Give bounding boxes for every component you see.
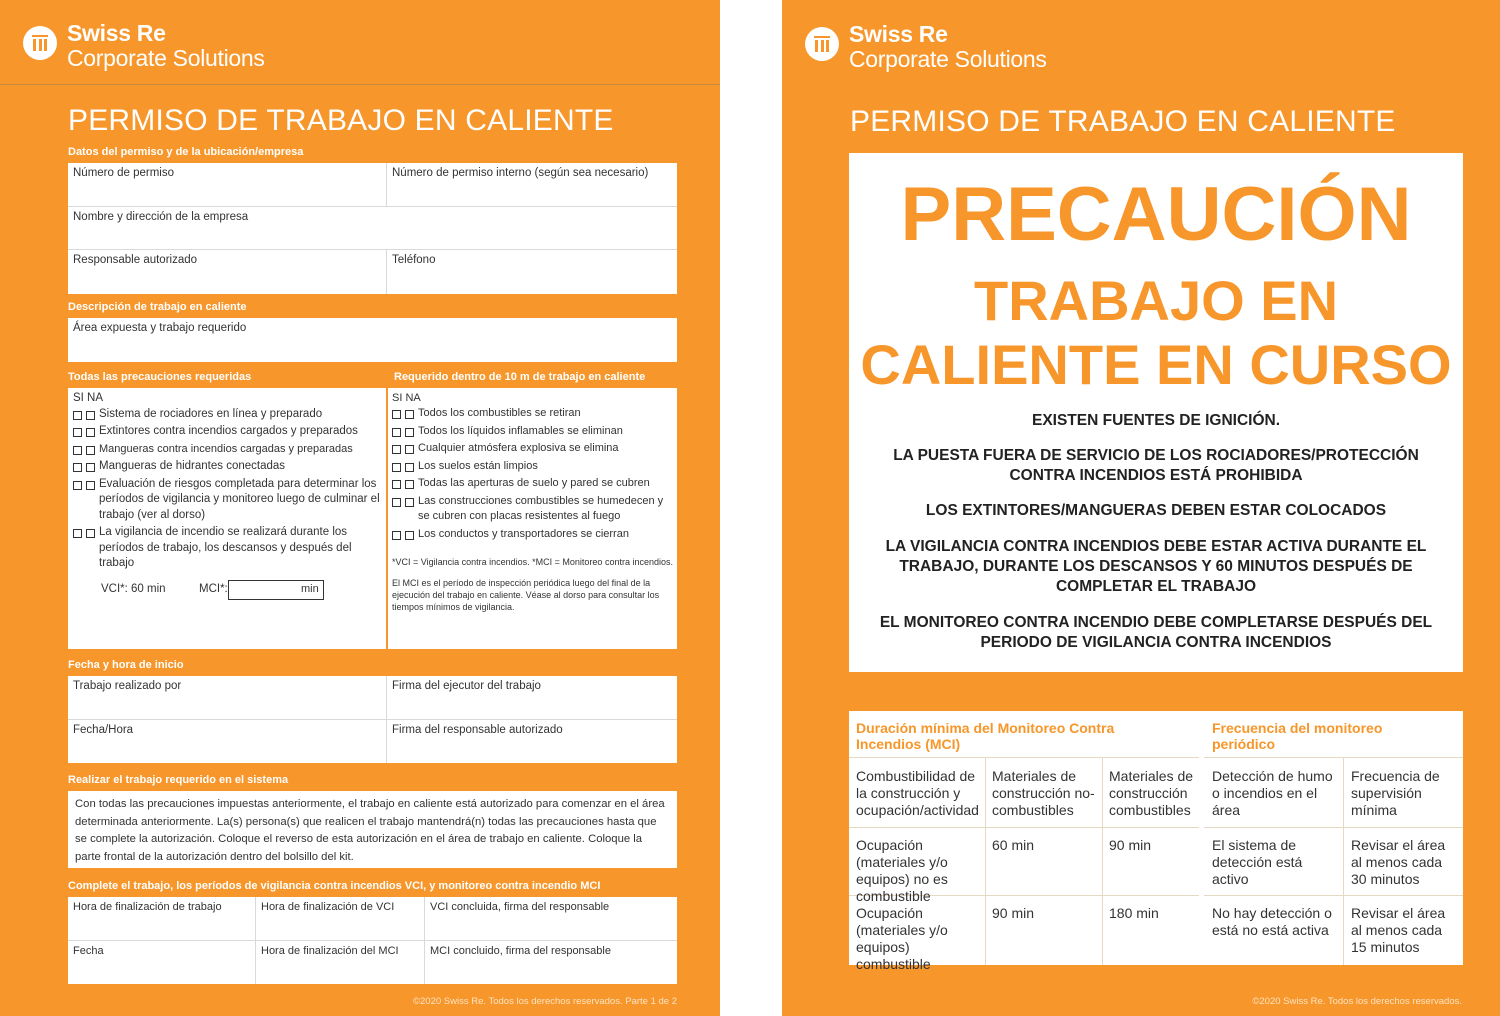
- copyright-footer: ©2020 Swiss Re. Todos los derechos reservados. Parte 1 de 2: [413, 996, 677, 1007]
- vci-label: VCI*: 60 min: [101, 582, 166, 595]
- caution-sign: [849, 153, 1463, 672]
- column-header: Combustibilidad de la construcción y ocupación/actividad: [856, 768, 979, 818]
- work-description-box: [68, 318, 677, 362]
- brand-subtitle: Corporate Solutions: [849, 46, 1047, 72]
- yes-checkbox[interactable]: [392, 498, 401, 507]
- caution-statement: LA VIGILANCIA CONTRA INCENDIOS DEBE ESTAR ACTIVA DURANTE EL TRABAJO, DURANTE LOS DESCANSOS Y 60 MINUTOS DESPUÉS DE COMPLETAR EL TRABAJO: [885, 538, 1427, 595]
- yes-checkbox[interactable]: [73, 411, 82, 420]
- precaution-item: La vigilancia de incendio se realizará durante los períodos de trabajo, los descansos y después del trabajo: [73, 528, 383, 572]
- precaution-item: Sistema de rociadores en línea y preparado: [73, 410, 383, 423]
- swiss-re-logo: [23, 22, 265, 70]
- table-group-header-mci: Duración mínima del Monitoreo Contra Incendios (MCI): [856, 720, 1115, 752]
- within-10m-box: [388, 388, 677, 649]
- na-checkbox[interactable]: [86, 463, 95, 472]
- date-field[interactable]: Fecha: [68, 941, 256, 984]
- executor-signature-field[interactable]: Firma del ejecutor del trabajo: [387, 676, 677, 720]
- swiss-re-logo-icon: [805, 27, 839, 61]
- na-checkbox[interactable]: [86, 529, 95, 538]
- caution-statement: LA PUESTA FUERA DE SERVICIO DE LOS ROCIADORES/PROTECCIÓN CONTRA INCENDIOS ESTÁ PROHIBIDA: [893, 447, 1419, 484]
- section-label-permit-data: Datos del permiso y de la ubicación/empresa: [68, 146, 304, 158]
- table-cell: El sistema de detección está activo: [1212, 837, 1303, 887]
- permit-page-front: [0, 0, 720, 1016]
- caution-statement: EXISTEN FUENTES DE IGNICIÓN.: [1031, 412, 1281, 429]
- internal-permit-number-field[interactable]: Número de permiso interno (según sea necesario): [387, 163, 677, 207]
- precaution-item: Extintores contra incendios cargados y preparados: [73, 427, 383, 440]
- vci-end-time-field[interactable]: Hora de finalización de VCI: [256, 897, 425, 941]
- na-checkbox[interactable]: [86, 481, 95, 490]
- permit-page-back: [782, 0, 1500, 1016]
- perform-work-box: [68, 791, 677, 868]
- abbreviation-note: *VCI = Vigilancia contra incendios. *MCI = Monitoreo contra incendios.: [392, 557, 673, 567]
- page-title: PERMISO DE TRABAJO EN CALIENTE: [68, 104, 614, 137]
- page-title: PERMISO DE TRABAJO EN CALIENTE: [850, 105, 1396, 138]
- table-cell: Ocupación (materiales y/o equipos) no es combustible: [856, 837, 948, 904]
- phone-field[interactable]: Teléfono: [392, 254, 436, 266]
- requirement-item: Todos los líquidos inflamables se eliminan: [392, 427, 674, 440]
- section-label-perform-work: Realizar el trabajo requerido en el sistema: [68, 774, 289, 786]
- swiss-re-logo: [805, 23, 1047, 71]
- yes-checkbox[interactable]: [73, 481, 82, 490]
- mci-unit: min: [301, 582, 319, 595]
- na-checkbox[interactable]: [86, 411, 95, 420]
- requirement-item: Los suelos están limpios: [392, 462, 674, 475]
- table-cell: Revisar el área al menos cada 30 minutos: [1351, 837, 1446, 887]
- yes-checkbox[interactable]: [392, 410, 401, 419]
- exposed-area-field[interactable]: Área expuesta y trabajo requerido: [73, 322, 247, 334]
- table-cell: No hay detección o está no está activa: [1212, 905, 1332, 938]
- na-checkbox[interactable]: [405, 498, 414, 507]
- table-cell: 180 min: [1109, 905, 1159, 921]
- caution-headline: PRECAUCIÓN: [900, 172, 1412, 257]
- yes-na-header: SI NA: [73, 392, 104, 404]
- yes-checkbox[interactable]: [73, 463, 82, 472]
- precaution-item: Mangueras contra incendios cargadas y preparadas: [73, 445, 383, 458]
- copyright-footer: ©2020 Swiss Re. Todos los derechos reservados.: [1252, 996, 1462, 1007]
- brand-name: Swiss Re: [849, 21, 948, 47]
- table-cell: 90 min: [1109, 837, 1152, 853]
- brand-name: Swiss Re: [67, 20, 166, 46]
- requirement-item: Las construcciones combustibles se humedecen y se cubren con placas resistentes al fuego: [392, 497, 674, 525]
- complete-work-box: [68, 897, 677, 984]
- table-cell: Ocupación (materiales y/o equipos) combustible: [856, 905, 948, 972]
- requirement-item: Los conductos y transportadores se cierran: [392, 530, 674, 543]
- table-cell: Revisar el área al menos cada 15 minutos: [1351, 905, 1446, 955]
- precaution-item: Mangueras de hidrantes conectadas: [73, 462, 383, 475]
- mci-duration-table: [849, 711, 1463, 972]
- column-header: Frecuencia de supervisión mínima: [1351, 768, 1440, 818]
- permit-data-box: [68, 163, 677, 294]
- na-checkbox[interactable]: [405, 480, 414, 489]
- company-name-address-field[interactable]: Nombre y dirección de la empresa: [68, 207, 677, 250]
- section-label-precautions: Todas las precauciones requeridas: [68, 371, 252, 383]
- column-header: Materiales de construcción combustibles: [1109, 768, 1194, 818]
- precautions-box: [68, 388, 386, 649]
- mci-signature-field[interactable]: MCI concluido, firma del responsable: [430, 945, 611, 957]
- manager-signature-field[interactable]: Firma del responsable autorizado: [392, 724, 563, 736]
- na-checkbox[interactable]: [405, 463, 414, 472]
- yes-checkbox[interactable]: [73, 529, 82, 538]
- mci-label: MCI*:: [199, 582, 228, 595]
- column-header: Detección de humo o incendios en el área: [1212, 768, 1333, 818]
- table-group-header-frequency: Frecuencia del monitoreo periódico: [1212, 720, 1383, 752]
- caution-subline-1: TRABAJO EN: [973, 269, 1339, 332]
- mci-definition-note: El MCI es el período de inspección periódica luego del final de la ejecución del trabajo en caliente. Véase al dorso para consultar los tiempos mínimos de vigilancia.: [392, 578, 660, 612]
- mci-end-time-field[interactable]: Hora de finalización del MCI: [256, 941, 425, 984]
- yes-checkbox[interactable]: [73, 428, 82, 437]
- section-label-work-description: Descripción de trabajo en caliente: [68, 301, 247, 313]
- yes-checkbox[interactable]: [392, 445, 401, 454]
- yes-checkbox[interactable]: [392, 480, 401, 489]
- yes-checkbox[interactable]: [392, 428, 401, 437]
- column-header: Materiales de construcción no-combustibles: [992, 768, 1095, 818]
- date-time-field[interactable]: Fecha/Hora: [68, 720, 387, 763]
- requirement-item: Todos los combustibles se retiran: [392, 409, 674, 422]
- na-checkbox[interactable]: [86, 446, 95, 455]
- na-checkbox[interactable]: [405, 531, 414, 540]
- performed-by-field[interactable]: Trabajo realizado por: [68, 676, 387, 720]
- header-divider: [0, 84, 720, 85]
- authorized-manager-field[interactable]: Responsable autorizado: [68, 250, 387, 294]
- table-cell: 90 min: [992, 905, 1035, 921]
- vci-signature-field[interactable]: VCI concluida, firma del responsable: [425, 897, 677, 941]
- caution-statement: LOS EXTINTORES/MANGUERAS DEBEN ESTAR COLOCADOS: [925, 502, 1387, 519]
- na-checkbox[interactable]: [86, 428, 95, 437]
- permit-number-field[interactable]: Número de permiso: [68, 163, 387, 207]
- swiss-re-logo-icon: [23, 26, 57, 60]
- brand-subtitle: Corporate Solutions: [67, 45, 265, 71]
- caution-subline-2: CALIENTE EN CURSO: [860, 333, 1452, 396]
- na-checkbox[interactable]: [405, 445, 414, 454]
- yes-checkbox[interactable]: [392, 463, 401, 472]
- yes-na-header: SI NA: [392, 392, 421, 404]
- mci-minutes-input[interactable]: [228, 580, 324, 600]
- authorization-text: Con todas las precauciones impuestas anteriormente, el trabajo en caliente está autorizado para comenzar en el área determinada anteriormente. La(s) persona(s) que realicen el trabajo mantendrá(n) todas las precauciones hasta que se complete la autorización. Coloque el reverso de esta autorización en el área de trabajo en caliente. Coloque la parte frontal de la autorización dentro del bolsillo del kit.: [75, 798, 665, 863]
- precaution-item: Evaluación de riesgos completada para determinar los períodos de vigilancia y monitoreo luego de culminar el trabajo (ver al dorso): [73, 480, 383, 524]
- section-label-complete-work: Complete el trabajo, los períodos de vigilancia contra incendios VCI, y monitoreo contra incendio MCI: [68, 880, 601, 892]
- section-label-within-10m: Requerido dentro de 10 m de trabajo en caliente: [394, 371, 646, 383]
- start-datetime-box: [68, 676, 677, 763]
- na-checkbox[interactable]: [405, 428, 414, 437]
- table-cell: 60 min: [992, 837, 1035, 853]
- section-label-start-datetime: Fecha y hora de inicio: [68, 659, 184, 671]
- yes-checkbox[interactable]: [73, 446, 82, 455]
- yes-checkbox[interactable]: [392, 531, 401, 540]
- requirement-item: Todas las aperturas de suelo y pared se cubren: [392, 479, 674, 492]
- na-checkbox[interactable]: [405, 410, 414, 419]
- caution-statement: EL MONITOREO CONTRA INCENDIO DEBE COMPLETARSE DESPUÉS DEL PERIODO DE VIGILANCIA CONTRA INCENDIOS: [879, 614, 1433, 651]
- requirement-item: Cualquier atmósfera explosiva se elimina: [392, 444, 674, 457]
- work-end-time-field[interactable]: Hora de finalización de trabajo: [68, 897, 256, 941]
